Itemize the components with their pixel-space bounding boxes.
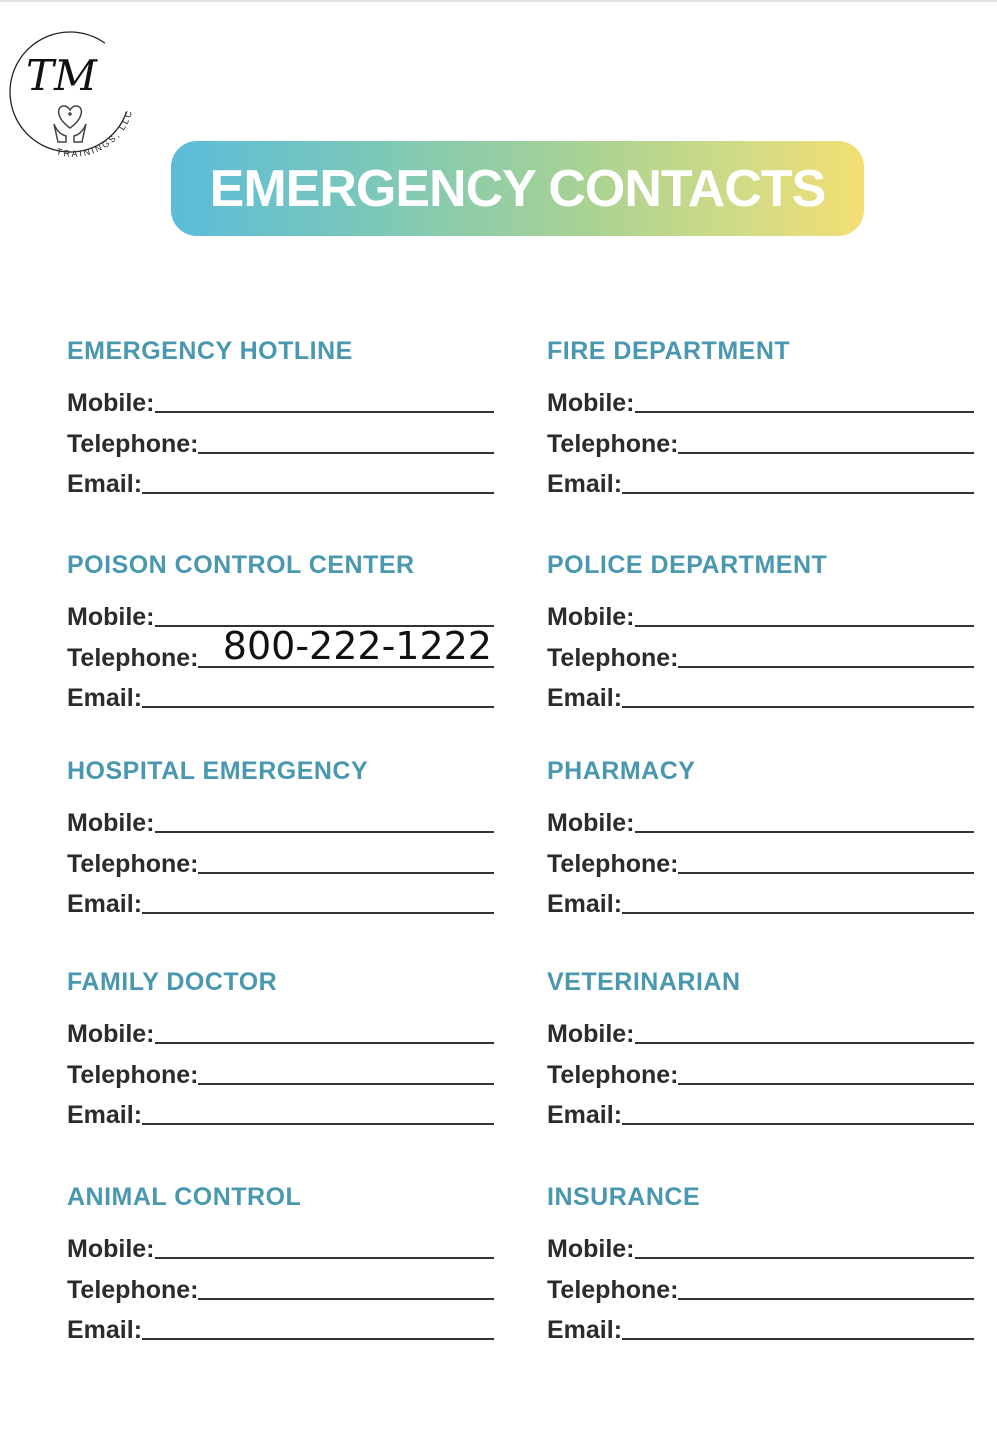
contact-section [67, 968, 497, 1128]
mobile-field[interactable] [635, 601, 975, 627]
mobile-row [547, 387, 974, 417]
email-field[interactable] [622, 1314, 974, 1340]
contact-section [67, 1183, 497, 1343]
telephone-field[interactable] [678, 1059, 974, 1085]
email-row [547, 888, 974, 918]
email-label: Email: [547, 890, 623, 918]
telephone-field[interactable] [198, 624, 494, 668]
section-title: HOSPITAL EMERGENCY [67, 757, 369, 785]
mobile-row [67, 807, 494, 837]
email-label: Email: [67, 890, 143, 918]
mobile-field[interactable] [635, 387, 975, 413]
section-title: ANIMAL CONTROL [67, 1183, 302, 1211]
mobile-label: Mobile: [547, 809, 635, 837]
mobile-label: Mobile: [67, 809, 155, 837]
mobile-row [547, 1233, 974, 1263]
email-field[interactable] [142, 1099, 494, 1125]
contact-section [547, 1183, 977, 1343]
title-banner [171, 141, 864, 236]
mobile-label: Mobile: [67, 1020, 155, 1048]
mobile-field[interactable] [155, 1018, 495, 1044]
mobile-label: Mobile: [547, 603, 635, 631]
telephone-row [547, 428, 974, 458]
telephone-field[interactable] [198, 1274, 494, 1300]
mobile-label: Mobile: [67, 389, 155, 417]
email-field[interactable] [142, 682, 494, 708]
heart-hands-cross-icon [54, 106, 86, 142]
top-border [0, 0, 997, 2]
mobile-field[interactable] [635, 807, 975, 833]
telephone-row [547, 848, 974, 878]
mobile-row [67, 387, 494, 417]
telephone-field[interactable] [678, 848, 974, 874]
email-row [67, 1314, 494, 1344]
email-field[interactable] [142, 468, 494, 494]
contact-section [67, 337, 497, 497]
telephone-label: Telephone: [67, 430, 199, 458]
email-label: Email: [547, 470, 623, 498]
telephone-label: Telephone: [67, 1276, 199, 1304]
telephone-field[interactable] [678, 1274, 974, 1300]
telephone-field[interactable] [198, 848, 494, 874]
telephone-label: Telephone: [67, 850, 199, 878]
telephone-label: Telephone: [67, 1061, 199, 1089]
telephone-label: Telephone: [547, 430, 679, 458]
contact-section [67, 551, 497, 711]
section-title: INSURANCE [547, 1183, 701, 1211]
email-row [547, 682, 974, 712]
section-title: EMERGENCY HOTLINE [67, 337, 353, 365]
section-title: POISON CONTROL CENTER [67, 551, 415, 579]
email-row [547, 468, 974, 498]
mobile-label: Mobile: [67, 603, 155, 631]
section-title: FIRE DEPARTMENT [547, 337, 791, 365]
mobile-field[interactable] [155, 1233, 495, 1259]
telephone-row [67, 428, 494, 458]
email-label: Email: [67, 1316, 143, 1344]
section-title: PHARMACY [547, 757, 696, 785]
mobile-label: Mobile: [547, 1235, 635, 1263]
mobile-field[interactable] [155, 807, 495, 833]
mobile-row [547, 601, 974, 631]
email-field[interactable] [142, 888, 494, 914]
mobile-label: Mobile: [547, 1020, 635, 1048]
email-row [67, 1099, 494, 1129]
email-row [547, 1099, 974, 1129]
contact-section [547, 337, 977, 497]
telephone-label: Telephone: [547, 1061, 679, 1089]
email-row [67, 682, 494, 712]
telephone-row [547, 1059, 974, 1089]
telephone-value: 800-222-1222 [222, 624, 492, 668]
tm-trainings-logo [6, 28, 141, 163]
contact-section [547, 968, 977, 1128]
email-field[interactable] [142, 1314, 494, 1340]
mobile-label: Mobile: [67, 1235, 155, 1263]
telephone-label: Telephone: [67, 644, 199, 672]
email-row [67, 468, 494, 498]
email-row [67, 888, 494, 918]
email-label: Email: [547, 684, 623, 712]
telephone-label: Telephone: [547, 1276, 679, 1304]
mobile-row [547, 807, 974, 837]
mobile-row [547, 1018, 974, 1048]
mobile-row [67, 1018, 494, 1048]
mobile-field[interactable] [635, 1018, 975, 1044]
email-label: Email: [547, 1101, 623, 1129]
telephone-row [67, 1274, 494, 1304]
mobile-field[interactable] [635, 1233, 975, 1259]
telephone-row [547, 1274, 974, 1304]
section-title: FAMILY DOCTOR [67, 968, 278, 996]
mobile-field[interactable] [155, 387, 495, 413]
telephone-label: Telephone: [547, 850, 679, 878]
telephone-row [547, 642, 974, 672]
svg-text:TRAININGS, LLC [55, 108, 134, 159]
telephone-row [67, 1059, 494, 1089]
mobile-row [67, 1233, 494, 1263]
logo-initials: TM [26, 51, 98, 100]
telephone-row [67, 624, 494, 672]
section-title: POLICE DEPARTMENT [547, 551, 828, 579]
email-label: Email: [67, 1101, 143, 1129]
telephone-row [67, 848, 494, 878]
contact-section [547, 757, 977, 917]
email-label: Email: [67, 684, 143, 712]
email-field[interactable] [622, 468, 974, 494]
section-title: VETERINARIAN [547, 968, 741, 996]
email-label: Email: [547, 1316, 623, 1344]
telephone-field[interactable] [198, 1059, 494, 1085]
email-row [547, 1314, 974, 1344]
telephone-label: Telephone: [547, 644, 679, 672]
telephone-field[interactable] [198, 428, 494, 454]
contact-section [67, 757, 497, 917]
email-label: Email: [67, 470, 143, 498]
email-field[interactable] [622, 888, 974, 914]
telephone-field[interactable] [678, 642, 974, 668]
mobile-label: Mobile: [547, 389, 635, 417]
logo-ring-text: TRAININGS, LLC [55, 107, 135, 159]
email-field[interactable] [622, 1099, 974, 1125]
page-title: EMERGENCY CONTACTS [209, 159, 826, 218]
telephone-field[interactable] [678, 428, 974, 454]
contact-section [547, 551, 977, 711]
email-field[interactable] [622, 682, 974, 708]
